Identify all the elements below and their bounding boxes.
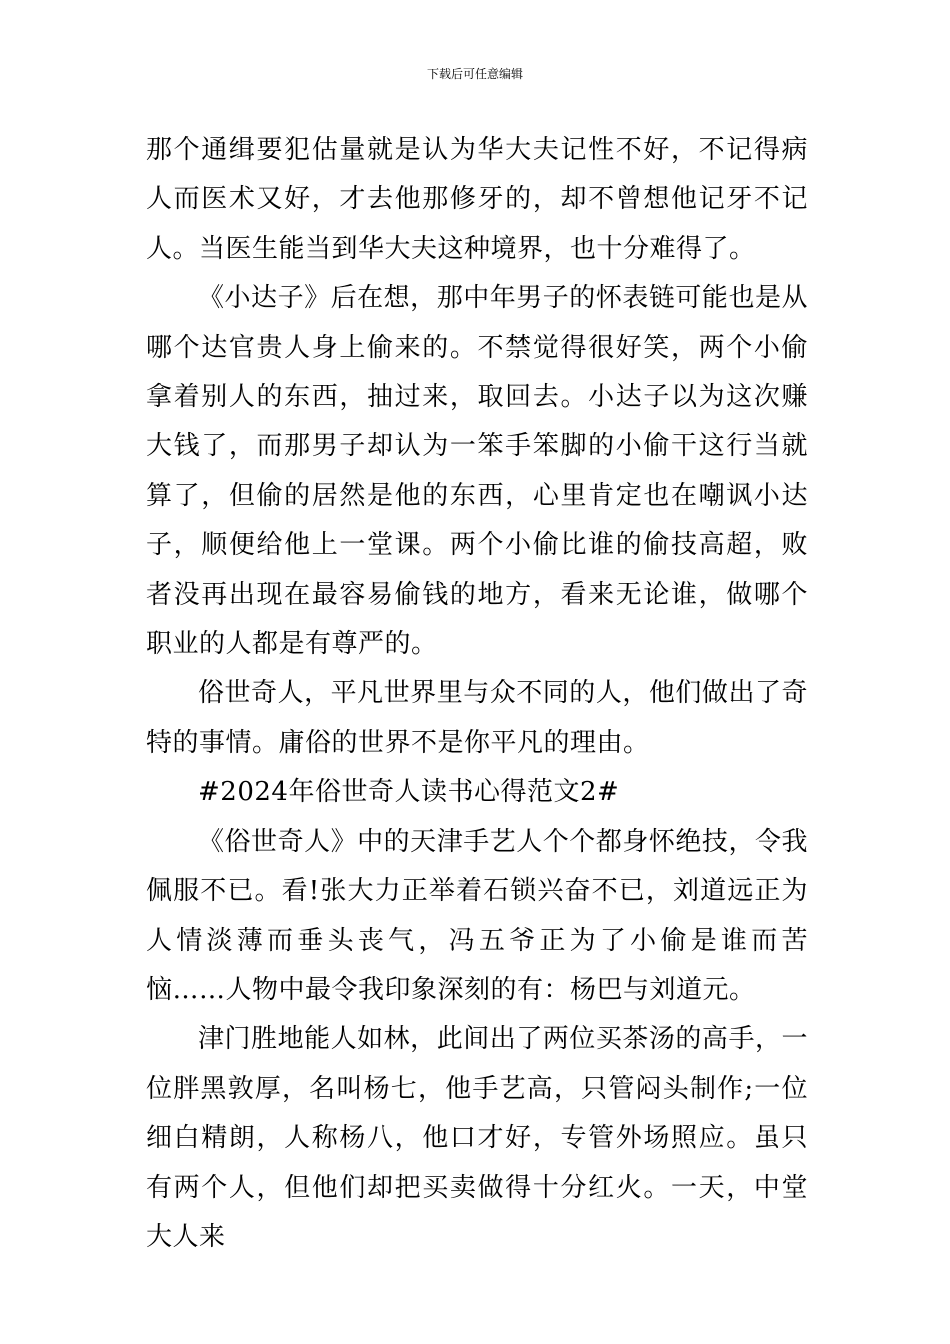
paragraph-2: 《小达子》后在想，那中年男子的怀表链可能也是从哪个达官贵人身上偷来的。不禁觉得很好笑，两个小偷拿着别人的东西，抽过来，取回去。小达子以为这次赚大钱了，而那男子却认为一笨手笨脚的小偷干这行当就算了，但偷的居然是他的东西，心里肯定也在嘲讽小达子，顺便给他上一堂课。两个小偷比谁的偷技高超，败者没再出现在最容易偷钱的地方，看来无论谁，做哪个职业的人都是有尊严的。 <box>146 283 808 660</box>
paragraph-3: 俗世奇人，平凡世界里与众不同的人，他们做出了奇特的事情。庸俗的世界不是你平凡的理由。 <box>146 678 808 758</box>
page-header-note: 下载后可任意编辑 <box>426 67 523 81</box>
paragraph-5: 津门胜地能人如林，此间出了两位买茶汤的高手，一位胖黑敦厚，名叫杨七，他手艺高，只管闷头制作;一位细白精朗，人称杨八，他口才好，专管外场照应。虽只有两个人，但他们却把买卖做得十分红火。一天，中堂大人来 <box>146 1024 808 1252</box>
document-body <box>146 126 808 1262</box>
section-heading: #2024年俗世奇人读书心得范文2# <box>198 777 620 808</box>
paragraph-4: 《俗世奇人》中的天津手艺人个个都身怀绝技，令我佩服不已。看!张大力正举着石锁兴奋不已，刘道远正为人情淡薄而垂头丧气，冯五爷正为了小偷是谁而苦恼……人物中最令我印象深刻的有：杨巴与刘道元。 <box>146 826 808 1005</box>
paragraph-1: 那个通缉要犯估量就是认为华大夫记性不好，不记得病人而医术又好，才去他那修牙的，却不曾想他记牙不记人。当医生能当到华大夫这种境界，也十分难得了。 <box>146 135 808 264</box>
